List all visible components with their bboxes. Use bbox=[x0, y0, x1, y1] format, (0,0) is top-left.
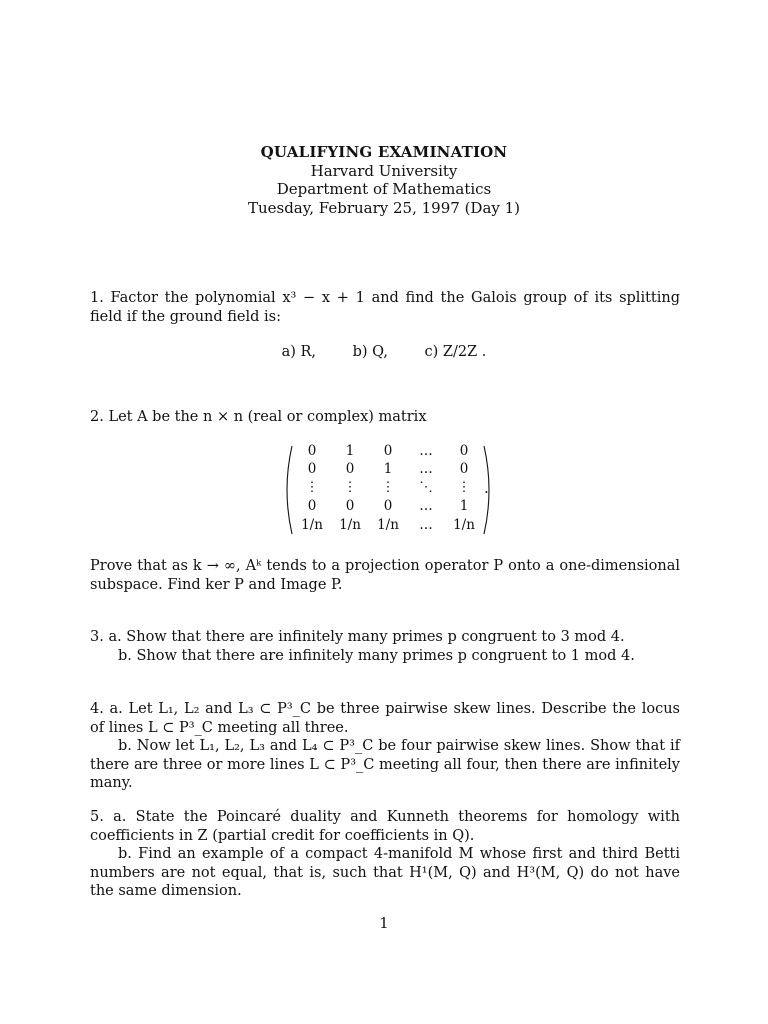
matrix-cell: ⋮ bbox=[343, 479, 357, 495]
matrix-cell: ⋮ bbox=[457, 479, 471, 495]
matrix-cell: ⋮ bbox=[381, 479, 395, 495]
matrix-cell: … bbox=[419, 461, 433, 477]
matrix-cell: 0 bbox=[307, 461, 317, 477]
problem-4b: b. Now let L₁, L₂, L₃ and L₄ ⊂ P³_C be four pairwise skew lines. Show that if there are three or more lines L ⊂ P³_C meeting all four, then there are infinitely many. bbox=[90, 738, 680, 791]
matrix-cell: 0 bbox=[383, 498, 393, 514]
matrix-cell: 0 bbox=[459, 443, 469, 459]
problem-4 bbox=[90, 700, 680, 793]
matrix-cell: 1/n bbox=[377, 517, 399, 533]
matrix-row bbox=[293, 498, 483, 517]
matrix-cell: 1/n bbox=[301, 517, 323, 533]
problem-2-text: Prove that as k → ∞, Aᵏ tends to a projection operator P onto a one-dimensional subspace. Find ker P and Image P. bbox=[90, 558, 680, 593]
matrix-cell: 1 bbox=[383, 461, 393, 477]
university-name: Harvard University bbox=[310, 161, 458, 180]
matrix-row bbox=[293, 479, 483, 498]
problem-1-choices bbox=[0, 344, 768, 360]
choice-a: a) R, bbox=[281, 344, 316, 360]
problem-3a: 3. a. Show that there are infinitely many primes p congruent to 3 mod 4. bbox=[90, 629, 625, 645]
exam-date: Tuesday, February 25, 1997 (Day 1) bbox=[247, 198, 521, 217]
problem-3 bbox=[90, 628, 680, 665]
matrix-cell: 0 bbox=[345, 461, 355, 477]
choice-b: b) Q, bbox=[352, 344, 388, 360]
department-name: Department of Mathematics bbox=[276, 180, 492, 198]
matrix-cell: 0 bbox=[383, 443, 393, 459]
matrix-cell: 0 bbox=[345, 498, 355, 514]
matrix-cell: 1/n bbox=[339, 517, 361, 533]
problem-4a: 4. a. Let L₁, L₂ and L₃ ⊂ P³_C be three pairwise skew lines. Describe the locus of lines L ⊂ P³_C meeting all three. bbox=[90, 701, 680, 736]
matrix-cell: … bbox=[419, 517, 433, 533]
matrix-cell: 0 bbox=[459, 461, 469, 477]
matrix-row bbox=[293, 461, 483, 480]
page-number: 1 bbox=[379, 916, 389, 932]
problem-2-intro: 2. Let A be the n × n (real or complex) matrix bbox=[90, 409, 427, 425]
choice-c: c) Z/2Z . bbox=[424, 344, 487, 360]
problem-1: 1. Factor the polynomial x³ − x + 1 and find the Galois group of its splitting field if the ground field is: bbox=[90, 290, 680, 325]
matrix-cell: 1 bbox=[459, 498, 469, 514]
matrix-cell: 1 bbox=[345, 443, 355, 459]
problem-3b: b. Show that there are infinitely many primes p congruent to 1 mod 4. bbox=[118, 647, 635, 664]
matrix-cell: 0 bbox=[307, 443, 317, 459]
problem-5b: b. Find an example of a compact 4-manifold M whose first and third Betti numbers are not equal, that is, such that H¹(M, Q) and H³(M, Q) do not have the same dimension. bbox=[90, 846, 680, 899]
exam-header bbox=[0, 143, 768, 217]
matrix-cell: ⋱ bbox=[419, 479, 433, 495]
matrix-cell: … bbox=[419, 498, 433, 514]
problem-5 bbox=[90, 808, 680, 901]
exam-title: QUALIFYING EXAMINATION bbox=[260, 143, 508, 161]
matrix-period: . bbox=[484, 479, 489, 497]
matrix-cell: 0 bbox=[307, 498, 317, 514]
matrix-row bbox=[293, 517, 483, 536]
matrix-row bbox=[293, 443, 483, 462]
matrix-cell: 1/n bbox=[453, 517, 475, 533]
matrix-cell: … bbox=[419, 443, 433, 459]
matrix-cell: ⋮ bbox=[305, 479, 319, 495]
problem-5a: 5. a. State the Poincaré duality and Kunneth theorems for homology with coefficients in Z (partial credit for coefficients in Q). bbox=[90, 809, 680, 844]
matrix-a bbox=[283, 443, 493, 537]
